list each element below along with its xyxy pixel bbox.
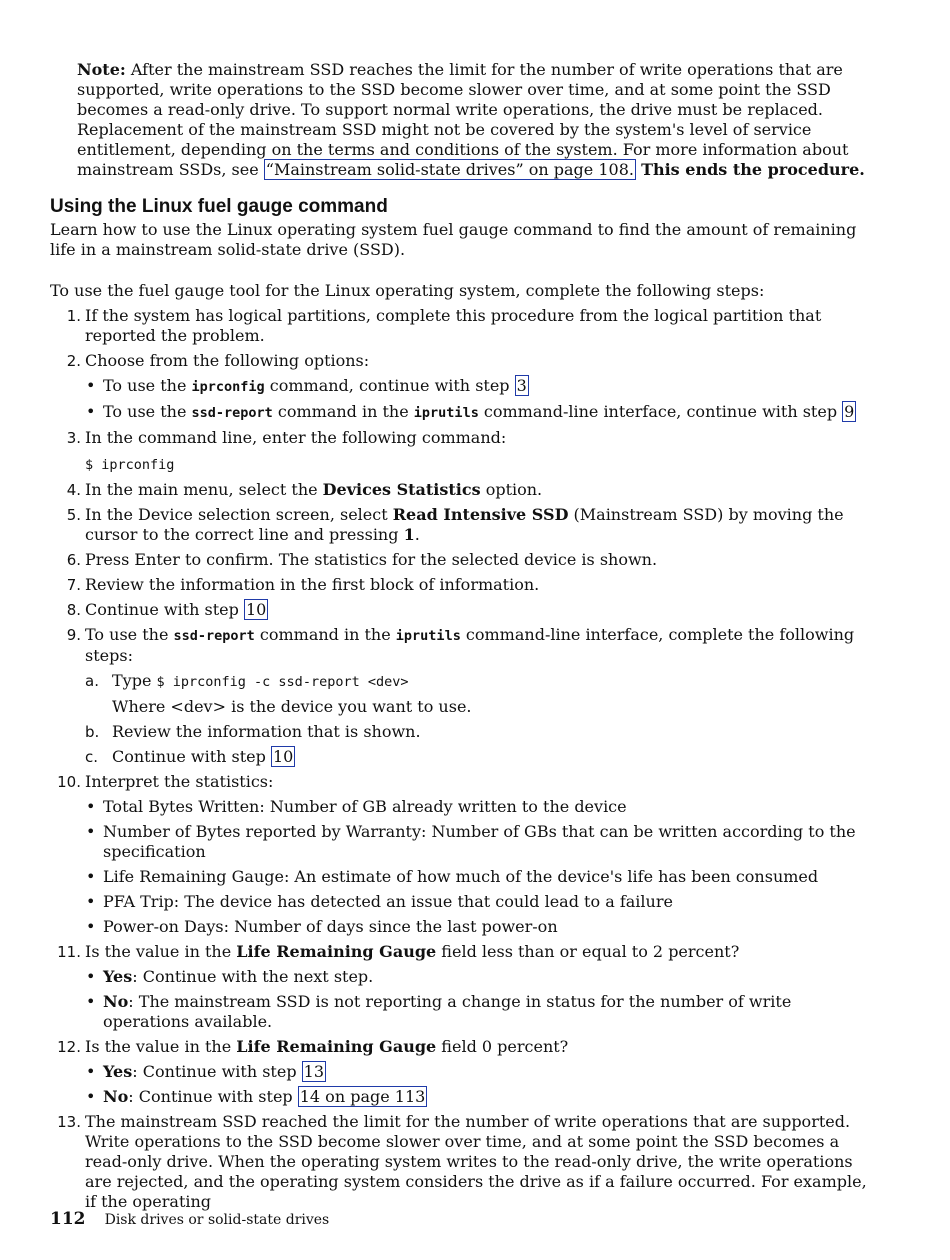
- step-number: 7.: [66, 576, 81, 594]
- step-number: 4.: [66, 481, 81, 499]
- bullet-icon: •: [86, 917, 96, 936]
- step-number: 13.: [57, 1113, 81, 1131]
- bullet-icon: •: [86, 892, 96, 911]
- step-text: Interpret the statistics:: [85, 772, 274, 791]
- step-5: 5. In the Device selection screen, select Read Intensive SSD (Mainstream SSD) by moving the cursor to the correct line and pressing 1.: [50, 505, 870, 545]
- step-number: 12.: [57, 1038, 81, 1056]
- command-name: iprconfig: [191, 379, 265, 395]
- procedure-end: This ends the procedure.: [641, 160, 865, 179]
- step-number: 9.: [66, 626, 81, 644]
- bullet-icon: •: [86, 867, 96, 886]
- step-1: [50, 306, 870, 346]
- step-10-link[interactable]: 10: [245, 600, 267, 619]
- list-item: • To use the ssd-report command in the iprutils command-line interface, continue with step 9: [86, 402, 855, 421]
- page-number: 112: [50, 1209, 86, 1229]
- step-text: If the system has logical partitions, complete this procedure from the logical partition that reported the problem.: [85, 306, 822, 345]
- step-number: 8.: [66, 601, 81, 619]
- step-9: 9. To use the ssd-report command in the iprutils command-line interface, complete the following steps: a. Type $ iprconfig -c ssd-report <dev> Where <dev> is the device you want to use. b. Review the information that is shown. c. Continue with step 10: [50, 625, 870, 767]
- command-name: iprutils: [413, 405, 479, 421]
- step-number: 3.: [66, 429, 81, 447]
- step-2: [50, 351, 870, 423]
- step-12: 12. Is the value in the Life Remaining Gauge field 0 percent? • Yes: Continue with step 13 • No: Continue with step 14 on page 113: [50, 1037, 870, 1107]
- substep-b: b. Review the information that is shown.: [85, 722, 421, 741]
- command-example: $ iprconfig -c ssd-report <dev>: [156, 674, 409, 690]
- note-text: After the mainstream SSD reaches the limit for the number of write operations that are supported, write operations to the SSD become slower over time, and at some point the SSD becomes a read-only drive. To support normal write operations, the drive must be replaced. Replacement of the mainstream SSD might not be covered by the system's level of service entitlement, depending on the terms and conditions of the system. For more information about mainstream SSDs, see: [77, 60, 849, 179]
- steps-list: [50, 306, 870, 1217]
- list-item: • Yes: Continue with step 13: [86, 1062, 325, 1081]
- list-item: • No: Continue with step 14 on page 113: [86, 1087, 426, 1106]
- list-item: • Power-on Days: Number of days since the last power-on: [86, 917, 558, 936]
- list-item: • Total Bytes Written: Number of GB already written to the device: [86, 797, 627, 816]
- bullet-icon: •: [86, 1087, 96, 1106]
- steps-lead: To use the fuel gauge tool for the Linux operating system, complete the following steps:: [50, 281, 765, 300]
- step-9-link[interactable]: 9: [844, 402, 855, 421]
- step-number: 2.: [66, 352, 81, 370]
- section-heading: Using the Linux fuel gauge command: [50, 196, 388, 217]
- bullet-icon: •: [86, 376, 96, 395]
- bullet-icon: •: [86, 967, 96, 986]
- command-name: iprutils: [395, 628, 461, 644]
- list-item: • PFA Trip: The device has detected an issue that could lead to a failure: [86, 892, 673, 911]
- note-label: Note:: [77, 60, 126, 79]
- step-number: 5.: [66, 506, 81, 524]
- note-paragraph: [77, 60, 867, 180]
- command-name: ssd-report: [173, 628, 255, 644]
- step-4: 4. In the main menu, select the Devices Statistics option.: [50, 480, 870, 500]
- step-10-link[interactable]: 10: [272, 747, 294, 766]
- step-13-link[interactable]: 13: [303, 1062, 325, 1081]
- step-text: In the command line, enter the following command:: [85, 428, 507, 447]
- bullet-icon: •: [86, 402, 96, 421]
- list-item: • Number of Bytes reported by Warranty: Number of GBs that can be written according to the specification: [86, 822, 856, 861]
- step-number: 6.: [66, 551, 81, 569]
- substep-note: Where <dev> is the device you want to use.: [112, 697, 472, 716]
- step-number: 10.: [57, 773, 81, 791]
- bullet-icon: •: [86, 797, 96, 816]
- step-3-link[interactable]: 3: [516, 376, 527, 395]
- section-intro: Learn how to use the Linux operating system fuel gauge command to find the amount of remaining life in a mainstream solid-state drive (SSD).: [50, 220, 857, 259]
- bullet-icon: •: [86, 992, 96, 1011]
- step-number: 1.: [66, 307, 81, 325]
- page-footer: [50, 1209, 329, 1230]
- list-item: • Life Remaining Gauge: An estimate of how much of the device's life has been consumed: [86, 867, 819, 886]
- command-example: $ iprconfig: [85, 457, 175, 473]
- step-text: The mainstream SSD reached the limit for the number of write operations that are supported. Write operations to the SSD become slower over time, and at some point the SSD becomes a read-only drive. When the operating system writes to the read-only drive, the write operations are rejected, and the operating system considers the drive as if a failure occurred. For example, if the operating: [85, 1112, 867, 1211]
- step-13: [50, 1112, 870, 1212]
- step-number: 11.: [57, 943, 81, 961]
- step-10: [50, 772, 870, 937]
- list-item: • To use the iprconfig command, continue with step 3: [86, 376, 527, 395]
- bullet-icon: •: [86, 1062, 96, 1081]
- step-14-link[interactable]: 14 on page 113: [299, 1087, 426, 1106]
- book-title: Disk drives or solid-state drives: [104, 1212, 330, 1228]
- list-item: • Yes: Continue with the next step.: [86, 967, 374, 986]
- step-8: 8. Continue with step 10: [50, 600, 870, 620]
- substep-a: a. Type $ iprconfig -c ssd-report <dev> Where <dev> is the device you want to use.: [85, 671, 870, 717]
- bullet-icon: •: [86, 822, 96, 841]
- step-11: 11. Is the value in the Life Remaining Gauge field less than or equal to 2 percent? • Yes: Continue with the next step. • No: The mainstream SSD is not reporting a change in status for the number of write operations available.: [50, 942, 870, 1032]
- list-item: • No: The mainstream SSD is not reporting a change in status for the number of write operations available.: [86, 992, 792, 1031]
- substep-c: c. Continue with step 10: [85, 747, 294, 766]
- step-text: Review the information in the first block of information.: [85, 575, 540, 594]
- step-text: Choose from the following options:: [85, 351, 370, 370]
- command-name: ssd-report: [191, 405, 273, 421]
- step-text: Press Enter to confirm. The statistics for the selected device is shown.: [85, 550, 658, 569]
- step-6: [50, 550, 870, 570]
- step-7: [50, 575, 870, 595]
- mainstream-ssd-link[interactable]: “Mainstream solid-state drives” on page 108.: [265, 160, 634, 179]
- step-3: [50, 428, 870, 475]
